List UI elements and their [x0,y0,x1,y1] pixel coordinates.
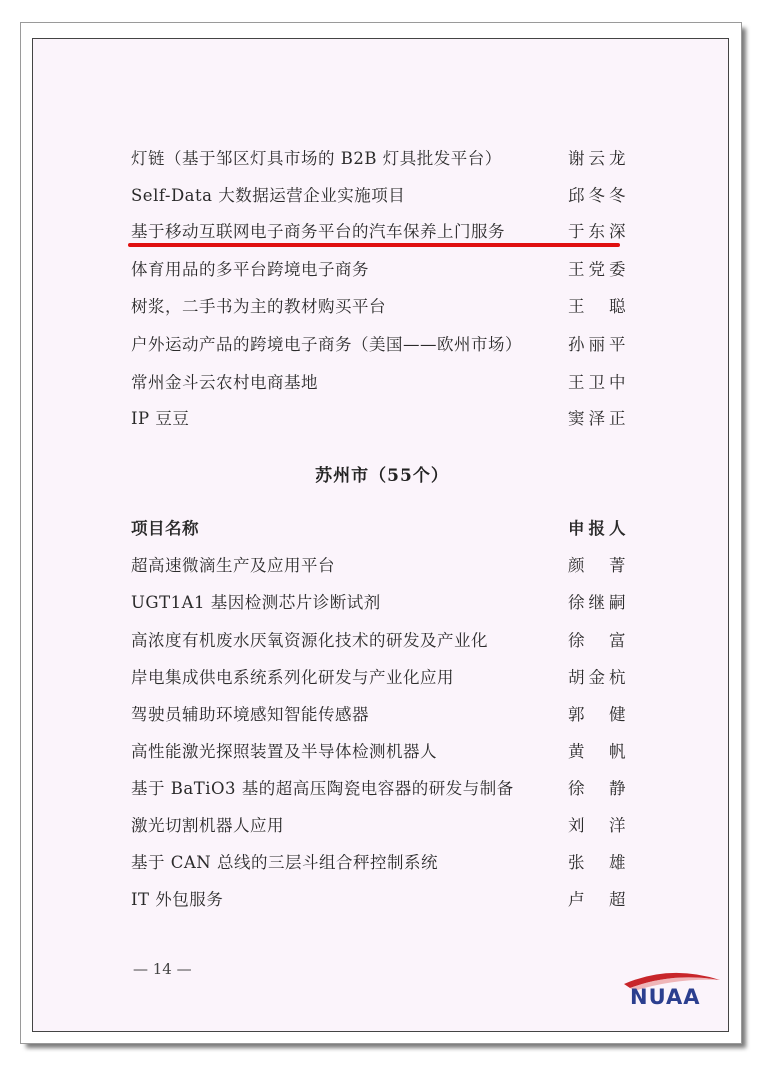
nuaa-logo [620,968,725,1008]
project-name: 岸电集成供电系统系列化研发与产业化应用 [131,668,454,687]
applicant-name: 刘洋 [568,816,626,835]
applicant-name: 卢超 [568,890,626,909]
project-name: IT 外包服务 [131,890,224,909]
project-name: UGT1A1 基因检测芯片诊断试剂 [131,593,381,612]
list-item [131,369,624,395]
applicant-name: 郭健 [568,705,626,724]
project-name: 基于移动互联网电子商务平台的汽车保养上门服务 [131,222,505,241]
project-name: 基于 CAN 总线的三层斗组合秤控制系统 [131,853,438,872]
applicant-name: 于东深 [568,222,626,241]
applicant-name: 颜菁 [568,556,626,575]
list-item [131,738,624,764]
applicant-name: 徐静 [568,779,626,798]
list-item [131,145,624,171]
project-name: Self-Data 大数据运营企业实施项目 [131,186,406,205]
applicant-name: 王卫中 [568,373,626,392]
project-name: 基于 BaTiO3 基的超高压陶瓷电容器的研发与制备 [131,779,514,798]
list-item [131,812,624,838]
list-item [131,589,624,615]
header-applicant: 申报人 [568,519,626,538]
applicant-name: 王党委 [568,260,626,279]
list-item [131,775,624,801]
applicant-name: 黄帆 [568,742,626,761]
list-item [131,331,624,357]
project-name: 灯链（基于邹区灯具市场的 B2B 灯具批发平台） [131,149,502,168]
project-name: 驾驶员辅助环境感知智能传感器 [131,705,369,724]
applicant-name: 窦泽正 [568,409,626,428]
logo-text: NUAA [630,985,701,1008]
list-item-highlighted [131,218,624,244]
project-name: 激光切割机器人应用 [131,816,284,835]
project-name: 常州金斗云农村电商基地 [131,373,318,392]
list-item [131,182,624,208]
applicant-name: 徐富 [568,631,626,650]
list-item [131,627,624,653]
list-item [131,256,624,282]
list-item [131,293,624,319]
list-item [131,405,624,431]
list-item [131,701,624,727]
applicant-name: 谢云龙 [568,149,626,168]
project-name: 树浆，二手书为主的教材购买平台 [131,297,386,316]
project-name: 高浓度有机废水厌氧资源化技术的研发及产业化 [131,631,488,650]
header-project: 项目名称 [131,519,199,538]
project-name: 高性能激光探照装置及半导体检测机器人 [131,742,437,761]
applicant-name: 徐继嗣 [568,593,626,612]
section-title: 苏州市（55个） [315,466,449,486]
applicant-name: 胡金杭 [568,668,626,687]
list-item [131,664,624,690]
applicant-name: 张雄 [568,853,626,872]
project-name: IP 豆豆 [131,409,190,428]
applicant-name: 邱冬冬 [568,186,626,205]
list-item [131,552,624,578]
project-name: 户外运动产品的跨境电子商务（美国——欧州市场） [131,335,522,354]
applicant-name: 王聪 [568,297,626,316]
project-name: 超高速微滴生产及应用平台 [131,556,335,575]
project-name: 体育用品的多平台跨境电子商务 [131,260,369,279]
table-header [131,515,624,541]
page-number: — 14 — [133,960,192,978]
list-item [131,886,624,912]
highlight-underline [128,243,620,247]
list-item [131,849,624,875]
applicant-name: 孙丽平 [568,335,626,354]
